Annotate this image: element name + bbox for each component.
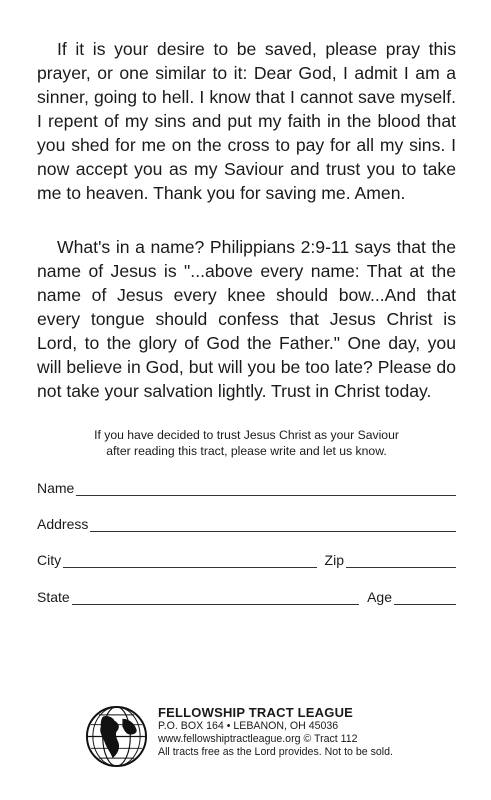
age-blank-line[interactable]	[394, 590, 456, 605]
name-of-jesus-paragraph: What's in a name? Philippians 2:9-11 says that the name of Jesus is "...above every name: That at the name of Jesus every knee should bow...And that every tongue should confess that Jesus Christ is Lord, to the glory of God the Father." One day, you will believe in God, but will you be too late? Please do not take your salvation lightly. Trust in Christ today.	[37, 237, 456, 401]
address-field[interactable]	[37, 512, 456, 532]
name-field[interactable]	[37, 476, 456, 496]
name-label: Name	[37, 480, 75, 496]
response-instructions	[37, 427, 456, 459]
publisher-note: All tracts free as the Lord provides. Not to be sold.	[158, 746, 393, 758]
city-label: City	[37, 552, 62, 568]
prayer-paragraph: If it is your desire to be saved, please pray this prayer, or one similar to it: Dear God, I admit I am a sinner, going to hell. I know that I cannot save myself. I repent of my sins and put my faith in the blood that you shed for me on the cross to pay for all my sins. I now accept you as my Saviour and trust you to take me to heaven. Thank you for saving me. Amen.	[37, 39, 456, 203]
publisher-address: P.O. BOX 164 • LEBANON, OH 45036	[158, 720, 339, 732]
publisher-footer	[85, 705, 465, 775]
name-blank-line[interactable]	[76, 481, 456, 496]
instructions-line-1: If you have decided to trust Jesus Christ as your Saviour	[94, 428, 399, 442]
state-label: State	[37, 589, 70, 605]
address-blank-line[interactable]	[90, 517, 456, 532]
publisher-name: FELLOWSHIP TRACT LEAGUE	[158, 705, 354, 720]
zip-label: Zip	[324, 552, 344, 568]
publisher-website[interactable]: www.fellowshiptractleague.org © Tract 112	[158, 733, 358, 745]
publisher-info	[158, 705, 468, 759]
city-zip-row	[37, 548, 456, 568]
address-label: Address	[37, 516, 89, 532]
state-blank-line[interactable]	[72, 590, 359, 605]
age-label: Age	[367, 589, 392, 605]
globe-icon	[85, 705, 148, 768]
city-blank-line[interactable]	[63, 553, 316, 568]
instructions-line-2: after reading this tract, please write and let us know.	[106, 444, 387, 458]
state-age-row	[37, 585, 456, 605]
zip-blank-line[interactable]	[346, 553, 456, 568]
